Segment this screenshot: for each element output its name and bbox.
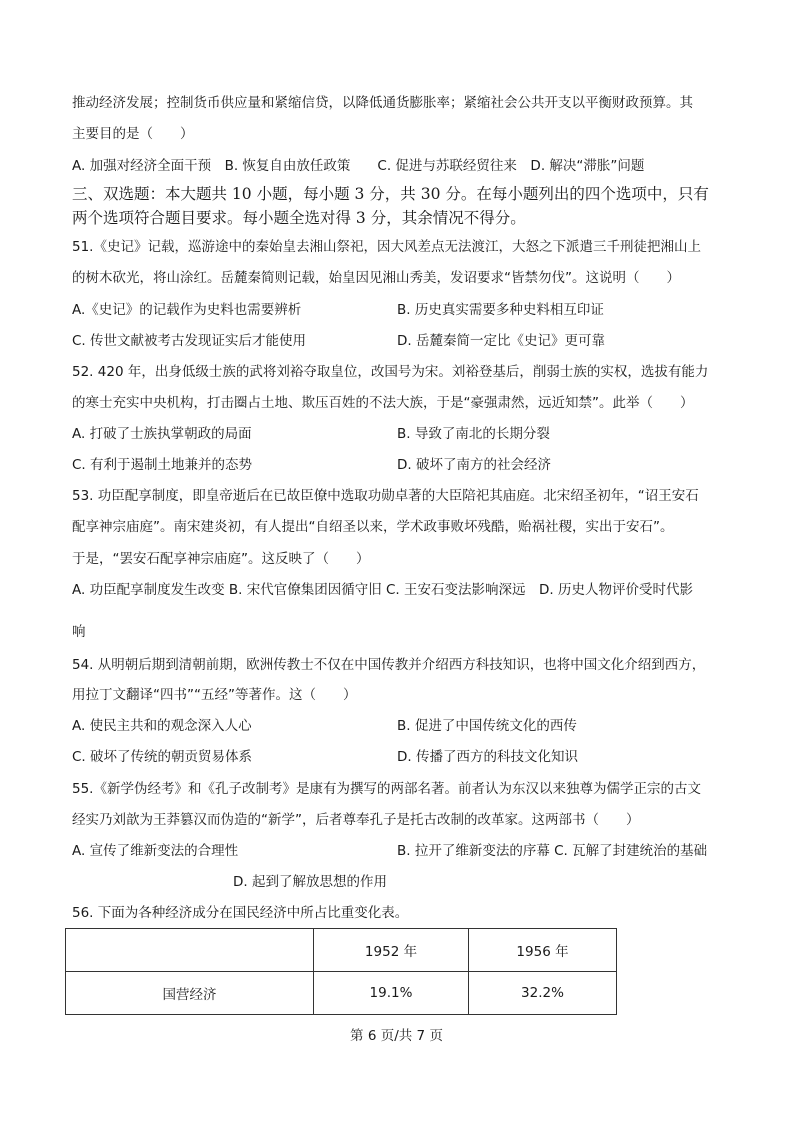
question-55: 经实乃刘歆为王莽篡汉而伪造的“新学”，后者尊奉孔子是托古改制的改革家。这两部书（ ） bbox=[72, 812, 640, 828]
option-d: D. 起到了解放思想的作用 bbox=[233, 874, 387, 890]
option-a: A. 宣传了维新变法的合理性 bbox=[72, 843, 239, 859]
option-a: A. 使民主共和的观念深入人心 bbox=[72, 718, 252, 734]
table-cell: 32.2% bbox=[469, 972, 617, 1015]
table-header-cell bbox=[66, 929, 314, 972]
table-header-row bbox=[66, 929, 617, 972]
question-55: 55.《新学伪经考》和《孔子改制考》是康有为撰写的两部名著。前者认为东汉以来独尊为儒学正宗的古文 bbox=[72, 781, 701, 797]
question-53: 53. 功臣配享制度，即皇帝逝后在已故臣僚中选取功勋卓著的大臣陪祀其庙庭。北宋绍圣初年，“诏王安石 bbox=[72, 488, 699, 504]
table-cell: 国营经济 bbox=[66, 972, 314, 1015]
option-c: C. 传世文献被考古发现证实后才能使用 bbox=[72, 333, 307, 349]
table-row bbox=[66, 972, 617, 1015]
question-52: 的寒士充实中央机构，打击圈占土地、欺压百姓的不法大族，于是“豪强肃然，远近知禁”。此举（ ） bbox=[72, 395, 694, 411]
question-56: 56. 下面为各种经济成分在国民经济中所占比重变化表。 bbox=[72, 905, 409, 921]
option-c: C. 破坏了传统的朝贡贸易体系 bbox=[72, 749, 253, 765]
question-51: 的树木砍光，将山涂红。岳麓秦简则记载，始皇因见湘山秀美，发诏要求“皆禁勿伐”。这说明（ ） bbox=[72, 270, 680, 286]
option-b: B. 促进了中国传统文化的西传 bbox=[397, 718, 577, 734]
option-d: D. 岳麓秦简一定比《史记》更可靠 bbox=[397, 333, 605, 349]
question-52: 52. 420 年，出身低级士族的武将刘裕夺取皇位，改国号为宋。刘裕登基后，削弱士族的实权，选拔有能力 bbox=[72, 364, 709, 380]
option-a: A. 打破了士族执掌朝政的局面 bbox=[72, 426, 252, 442]
option-d: D. 破坏了南方的社会经济 bbox=[397, 457, 551, 473]
economy-table bbox=[65, 928, 617, 1015]
options-line: A. 加强对经济全面干预 B. 恢复自由放任政策 C. 促进与苏联经贸往来 D. 解决“滞胀”问题 bbox=[72, 158, 645, 174]
option-d: D. 传播了西方的科技文化知识 bbox=[397, 749, 578, 765]
text-line: 主要目的是（ ） bbox=[72, 126, 194, 142]
table-header-cell: 1956 年 bbox=[469, 929, 617, 972]
question-53: 配享神宗庙庭”。南宋建炎初，有人提出“自绍圣以来，学术政事败坏残酷，贻祸社稷，实出于安石”。 bbox=[72, 519, 674, 535]
option-a: A.《史记》的记载作为史料也需要辨析 bbox=[72, 302, 302, 318]
text-line: 推动经济发展；控制货币供应量和紧缩信贷，以降低通货膨胀率；紧缩社会公共开支以平衡财政预算。其 bbox=[72, 95, 693, 111]
options-line: 响 bbox=[72, 624, 86, 640]
question-54: 54. 从明朝后期到清朝前期，欧洲传教士不仅在中国传教并介绍西方科技知识，也将中国文化介绍到西方， bbox=[72, 657, 706, 673]
option-b: B. 导致了南北的长期分裂 bbox=[397, 426, 550, 442]
question-53: 于是，“罢安石配享神宗庙庭”。这反映了（ ） bbox=[72, 551, 370, 567]
section-heading: 三、双选题：本大题共 10 小题，每小题 3 分，共 30 分。在每小题列出的四个选项中，只有 bbox=[72, 185, 709, 203]
option-b: B. 历史真实需要多种史料相互印证 bbox=[397, 302, 604, 318]
question-54: 用拉丁文翻译“四书”“五经”等著作。这（ ） bbox=[72, 687, 357, 703]
question-51: 51.《史记》记载，巡游途中的秦始皇去湘山祭祀，因大风差点无法渡江，大怒之下派遣三千刑徒把湘山上 bbox=[72, 239, 701, 255]
page-footer: 第 6 页/共 7 页 bbox=[350, 1028, 443, 1044]
options-line: A. 功臣配享制度发生改变 B. 宋代官僚集团因循守旧 C. 王安石变法影响深远 D. 历史人物评价受时代影 bbox=[72, 582, 693, 598]
table-header-cell: 1952 年 bbox=[314, 929, 469, 972]
option-b-c: B. 拉开了维新变法的序幕 C. 瓦解了封建统治的基础 bbox=[397, 843, 708, 859]
table-cell: 19.1% bbox=[314, 972, 469, 1015]
option-c: C. 有利于遏制土地兼并的态势 bbox=[72, 457, 253, 473]
section-heading: 两个选项符合题目要求。每小题全选对得 3 分，其余情况不得分。 bbox=[72, 209, 526, 227]
